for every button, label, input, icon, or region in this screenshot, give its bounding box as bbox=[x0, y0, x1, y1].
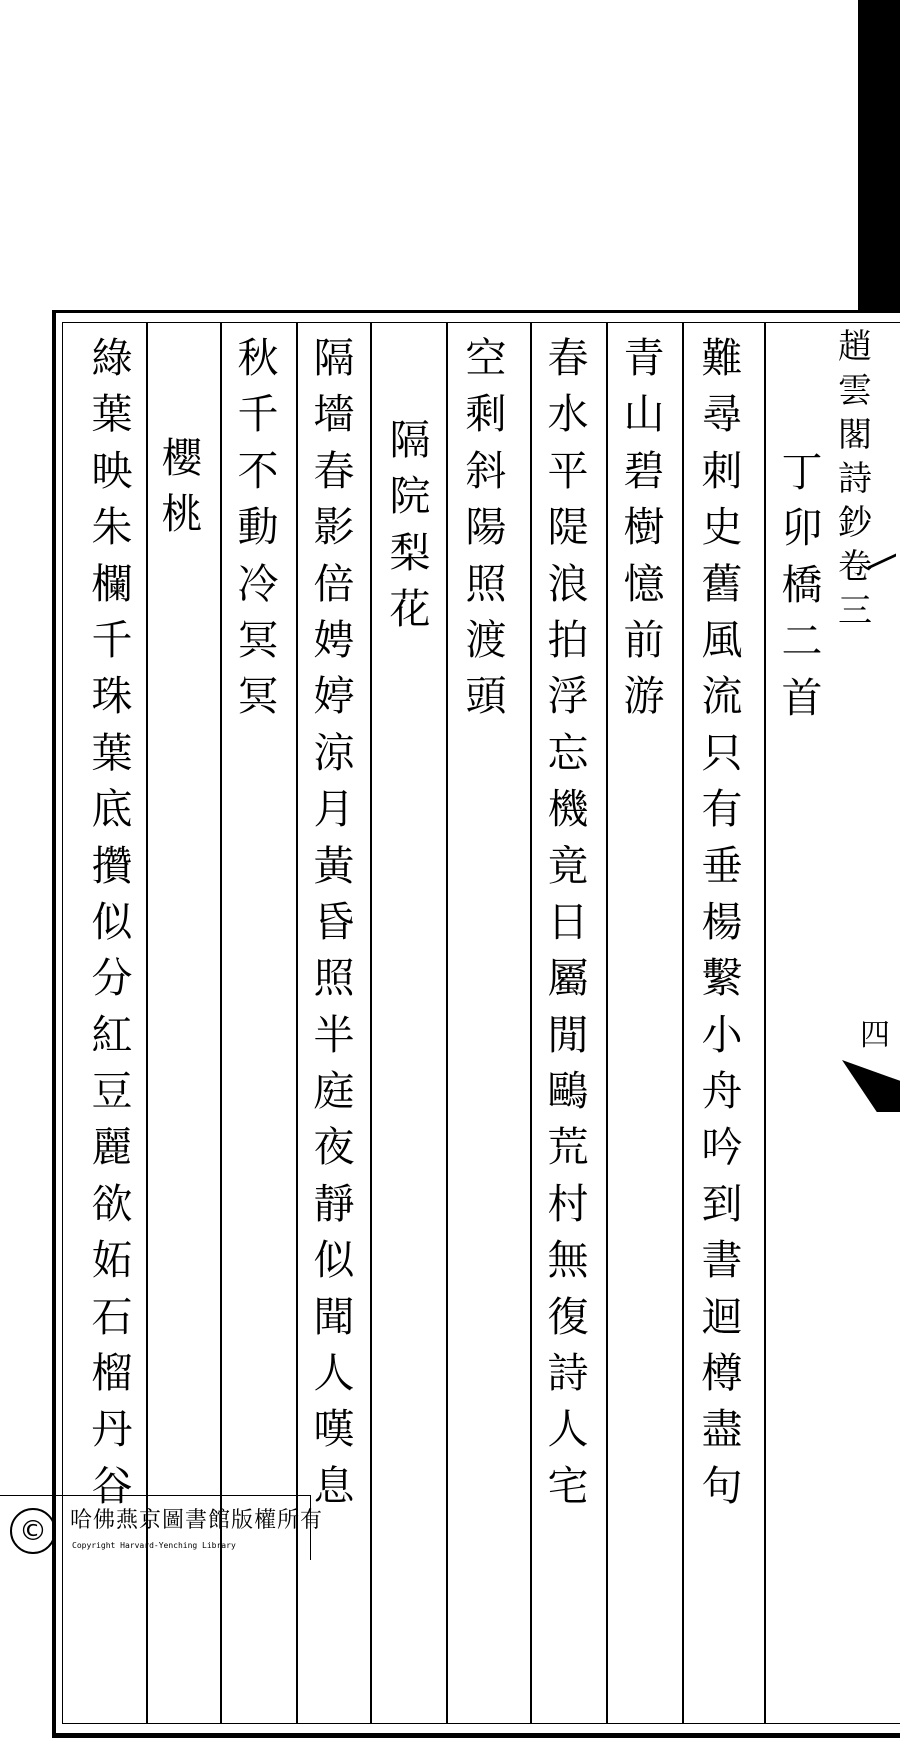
glyph: 垂 bbox=[701, 841, 743, 890]
glyph: 欄 bbox=[91, 559, 133, 608]
glyph: 秋 bbox=[237, 334, 279, 382]
glyph: 迴 bbox=[701, 1292, 743, 1341]
glyph: 碧 bbox=[623, 446, 665, 495]
copyright-chinese: 哈佛燕京圖書館版權所有 bbox=[70, 1508, 324, 1533]
glyph: 卯 bbox=[781, 504, 823, 553]
glyph: 村 bbox=[547, 1179, 589, 1228]
glyph: 月 bbox=[313, 785, 355, 834]
glyph: 照 bbox=[313, 954, 355, 1003]
glyph: 動 bbox=[237, 503, 279, 552]
glyph: 樽 bbox=[701, 1349, 743, 1398]
glyph: 盡 bbox=[701, 1405, 743, 1454]
spine-glyph: 詩 bbox=[838, 459, 872, 499]
glyph: 谷 bbox=[91, 1461, 133, 1510]
glyph: 竟 bbox=[547, 841, 589, 890]
glyph: 樹 bbox=[623, 503, 665, 552]
glyph: 到 bbox=[701, 1179, 743, 1228]
glyph: 麗 bbox=[91, 1123, 133, 1172]
glyph: 屬 bbox=[547, 954, 589, 1003]
glyph: 綠 bbox=[91, 334, 133, 382]
glyph: 書 bbox=[701, 1236, 743, 1285]
glyph: 冥 bbox=[237, 615, 279, 664]
poem-title-cherry bbox=[150, 430, 214, 543]
glyph: 拍 bbox=[547, 615, 589, 664]
glyph: 分 bbox=[91, 954, 133, 1003]
glyph: 有 bbox=[701, 785, 743, 834]
glyph: 靜 bbox=[313, 1179, 355, 1228]
column-rule bbox=[530, 323, 532, 1723]
glyph: 葉 bbox=[91, 390, 133, 439]
glyph: 妬 bbox=[91, 1236, 133, 1285]
spine-glyph: 鈔 bbox=[838, 503, 872, 543]
glyph: 憶 bbox=[623, 559, 665, 608]
glyph: 涼 bbox=[313, 728, 355, 777]
poem-line bbox=[690, 330, 754, 1514]
glyph: 句 bbox=[701, 1461, 743, 1510]
spine-glyph: 卷 bbox=[838, 547, 872, 587]
glyph: 浮 bbox=[547, 672, 589, 721]
poem-line bbox=[226, 330, 290, 725]
glyph: 青 bbox=[623, 334, 665, 382]
glyph: 嘆 bbox=[313, 1405, 355, 1454]
glyph: 夜 bbox=[313, 1123, 355, 1172]
glyph: 欲 bbox=[91, 1179, 133, 1228]
poem-line bbox=[302, 330, 366, 1514]
glyph: 似 bbox=[313, 1236, 355, 1285]
glyph: 流 bbox=[701, 672, 743, 721]
glyph: 尋 bbox=[701, 390, 743, 439]
spine-title bbox=[838, 325, 874, 633]
glyph: 史 bbox=[701, 503, 743, 552]
glyph: 千 bbox=[91, 615, 133, 664]
glyph: 舊 bbox=[701, 559, 743, 608]
poem-line bbox=[612, 330, 676, 725]
poem-line bbox=[454, 330, 518, 725]
spine-glyph: 三 bbox=[838, 591, 872, 631]
glyph: 隔 bbox=[389, 416, 431, 464]
glyph: 山 bbox=[623, 390, 665, 439]
column-rule bbox=[370, 323, 372, 1723]
glyph: 影 bbox=[313, 503, 355, 552]
glyph: 只 bbox=[701, 728, 743, 777]
glyph: 朱 bbox=[91, 503, 133, 552]
glyph: 楊 bbox=[701, 897, 743, 946]
glyph: 底 bbox=[91, 785, 133, 834]
copyright-english: Copyright Harvard-Yenching Library bbox=[72, 1541, 236, 1550]
glyph: 石 bbox=[91, 1292, 133, 1341]
glyph: 日 bbox=[547, 897, 589, 946]
poem-line bbox=[536, 330, 600, 1514]
glyph: 照 bbox=[465, 559, 507, 608]
glyph: 宅 bbox=[547, 1461, 589, 1510]
glyph: 隄 bbox=[547, 503, 589, 552]
spine-glyph: 雲 bbox=[838, 371, 872, 411]
glyph: 倍 bbox=[313, 559, 355, 608]
copyright-icon: © bbox=[10, 1508, 56, 1554]
glyph: 豆 bbox=[91, 1067, 133, 1116]
column-rule bbox=[682, 323, 684, 1723]
glyph: 庭 bbox=[313, 1067, 355, 1116]
spine-glyph: 趙 bbox=[838, 327, 872, 367]
glyph: 二 bbox=[781, 617, 823, 666]
glyph: 娉 bbox=[313, 615, 355, 664]
glyph: 閒 bbox=[547, 1010, 589, 1059]
glyph: 紅 bbox=[91, 1010, 133, 1059]
glyph: 前 bbox=[623, 615, 665, 664]
column-rule bbox=[764, 323, 766, 1723]
glyph: 空 bbox=[465, 334, 507, 382]
glyph: 息 bbox=[313, 1461, 355, 1510]
glyph: 人 bbox=[547, 1405, 589, 1454]
glyph: 葉 bbox=[91, 728, 133, 777]
poem-title-pear-blossom bbox=[378, 412, 442, 638]
glyph: 冥 bbox=[237, 672, 279, 721]
glyph: 半 bbox=[313, 1010, 355, 1059]
glyph: 黃 bbox=[313, 841, 355, 890]
glyph: 映 bbox=[91, 446, 133, 495]
glyph: 詩 bbox=[547, 1349, 589, 1398]
glyph: 攢 bbox=[91, 841, 133, 890]
glyph: 春 bbox=[547, 334, 589, 382]
glyph: 荒 bbox=[547, 1123, 589, 1172]
glyph: 榴 bbox=[91, 1349, 133, 1398]
glyph: 珠 bbox=[91, 672, 133, 721]
glyph: 橋 bbox=[781, 560, 823, 609]
glyph: 春 bbox=[313, 446, 355, 495]
glyph: 游 bbox=[623, 672, 665, 721]
column-rule bbox=[446, 323, 448, 1723]
glyph: 院 bbox=[389, 472, 431, 521]
spine-glyph: 閣 bbox=[838, 415, 872, 455]
glyph: 復 bbox=[547, 1292, 589, 1341]
glyph: 忘 bbox=[547, 728, 589, 777]
glyph: 丹 bbox=[91, 1405, 133, 1454]
glyph: 首 bbox=[781, 673, 823, 722]
glyph: 渡 bbox=[465, 615, 507, 664]
glyph: 吟 bbox=[701, 1123, 743, 1172]
glyph: 舟 bbox=[701, 1067, 743, 1116]
glyph: 櫻 bbox=[161, 434, 203, 482]
glyph: 斜 bbox=[465, 446, 507, 495]
glyph: 難 bbox=[701, 334, 743, 382]
glyph: 聞 bbox=[313, 1292, 355, 1341]
poem-line bbox=[80, 330, 144, 1514]
glyph: 小 bbox=[701, 1010, 743, 1059]
glyph: 桃 bbox=[161, 490, 203, 539]
glyph: 繫 bbox=[701, 954, 743, 1003]
column-rule bbox=[606, 323, 608, 1723]
glyph: 無 bbox=[547, 1236, 589, 1285]
glyph: 平 bbox=[547, 446, 589, 495]
glyph: 剩 bbox=[465, 390, 507, 439]
glyph: 人 bbox=[313, 1349, 355, 1398]
glyph: 似 bbox=[91, 897, 133, 946]
glyph: 丁 bbox=[781, 448, 823, 496]
glyph: 隔 bbox=[313, 334, 355, 382]
glyph: 花 bbox=[389, 585, 431, 634]
glyph: 昏 bbox=[313, 897, 355, 946]
glyph: 千 bbox=[237, 390, 279, 439]
glyph: 機 bbox=[547, 785, 589, 834]
glyph: 墻 bbox=[313, 390, 355, 439]
glyph: 浪 bbox=[547, 559, 589, 608]
glyph: 不 bbox=[237, 446, 279, 495]
glyph: 婷 bbox=[313, 672, 355, 721]
glyph: 頭 bbox=[465, 672, 507, 721]
glyph: 陽 bbox=[465, 503, 507, 552]
glyph: 鷗 bbox=[547, 1067, 589, 1116]
page-edge-shadow bbox=[858, 0, 900, 310]
glyph: 冷 bbox=[237, 559, 279, 608]
glyph: 梨 bbox=[389, 528, 431, 577]
folio-number: 四 bbox=[860, 1018, 890, 1053]
poem-title-dingmao-bridge bbox=[770, 444, 834, 726]
glyph: 刺 bbox=[701, 446, 743, 495]
glyph: 水 bbox=[547, 390, 589, 439]
glyph: 風 bbox=[701, 615, 743, 664]
